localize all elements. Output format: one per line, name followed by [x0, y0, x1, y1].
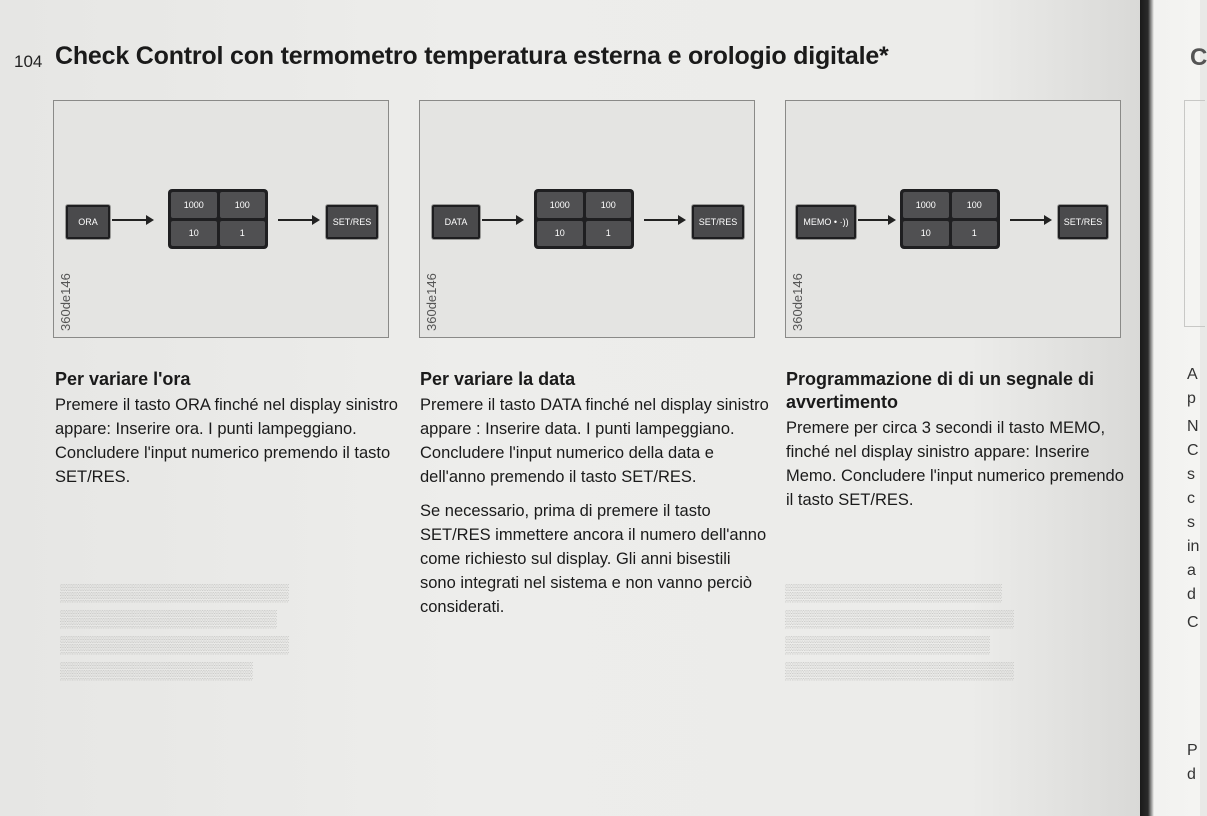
keypad-key-100: 100: [952, 192, 998, 218]
facing-letter: a: [1187, 562, 1196, 579]
ora-key: ORA: [66, 205, 110, 239]
section-ora: [55, 368, 405, 489]
arrow-icon: [644, 219, 684, 221]
section-heading: Per variare la data: [420, 369, 576, 389]
facing-letter: s: [1187, 466, 1195, 483]
section-paragraph: Premere il tasto DATA finché nel display sinistro appare : Inserire data. I punti lampeggiano. Concludere l'input numerico della data e dell'anno premendo il tasto SET/RES.: [420, 396, 769, 486]
section-heading: Per variare l'ora: [55, 369, 191, 389]
facing-letter: c: [1187, 490, 1195, 507]
facing-letter: P: [1187, 742, 1198, 759]
facing-page-edge: [1140, 0, 1207, 816]
figure-ora: [53, 100, 389, 338]
facing-letter: d: [1187, 586, 1196, 603]
section-memo: [786, 368, 1131, 512]
keypad-key-1: 1: [220, 221, 266, 247]
arrow-icon: [858, 219, 894, 221]
keypad-key-100: 100: [586, 192, 632, 218]
set-res-key: SET/RES: [692, 205, 744, 239]
figure-data: [419, 100, 755, 338]
keypad-key-1: 1: [952, 221, 998, 247]
facing-letter: p: [1187, 390, 1196, 407]
facing-letter: A: [1187, 366, 1198, 383]
numeric-keypad: [168, 189, 268, 249]
facing-letter: d: [1187, 766, 1196, 783]
facing-letter: s: [1187, 514, 1195, 531]
figure-code: 360de146: [790, 273, 805, 331]
set-res-key: SET/RES: [1058, 205, 1108, 239]
arrow-icon: [482, 219, 522, 221]
arrow-icon: [1010, 219, 1050, 221]
set-res-key: SET/RES: [326, 205, 378, 239]
section-paragraph: Se necessario, prima di premere il tasto SET/RES immettere ancora il numero dell'anno come richiesto sul display. Gli anni bisestili sono integrati nel sistema e non vanno perciò considerati.: [420, 502, 767, 616]
section-data: [420, 368, 770, 619]
facing-letter: C: [1187, 442, 1199, 459]
keypad-key-10: 10: [903, 221, 949, 247]
figure-code: 360de146: [424, 273, 439, 331]
keypad-key-1000: 1000: [537, 192, 583, 218]
arrow-icon: [112, 219, 152, 221]
arrow-icon: [278, 219, 318, 221]
figure-code: 360de146: [58, 273, 73, 331]
facing-title-letter: C: [1190, 44, 1207, 71]
data-key: DATA: [432, 205, 480, 239]
section-heading: Programmazione di di un segnale di avvertimento: [786, 369, 1095, 412]
keypad-key-10: 10: [171, 221, 217, 247]
section-paragraph: Premere per circa 3 secondi il tasto MEMO, finché nel display sinistro appare: Inserire Memo. Concludere l'input numerico premendo il tasto SET/RES.: [786, 419, 1124, 509]
bleed-through-text: ▒▒▒▒▒▒▒▒▒▒▒▒▒▒▒▒▒▒ ▒▒▒▒▒▒▒▒▒▒▒▒▒▒▒▒▒▒▒ ▒▒▒▒▒▒▒▒▒▒▒▒▒▒▒▒▒ ▒▒▒▒▒▒▒▒▒▒▒▒▒▒▒▒▒▒▒: [785, 583, 1014, 680]
numeric-keypad: [534, 189, 634, 249]
numeric-keypad: [900, 189, 1000, 249]
keypad-key-1000: 1000: [171, 192, 217, 218]
keypad-key-1000: 1000: [903, 192, 949, 218]
memo-key: MEMO • ·)): [796, 205, 856, 239]
figure-memo: [785, 100, 1121, 338]
facing-letter: in: [1187, 538, 1200, 555]
facing-letter: N: [1187, 418, 1199, 435]
facing-letter: C: [1187, 614, 1199, 631]
facing-figure-edge: [1184, 100, 1205, 327]
keypad-key-1: 1: [586, 221, 632, 247]
page-number: 104: [14, 52, 43, 71]
page-title: Check Control con termometro temperatura esterna e orologio digitale*: [55, 42, 889, 70]
keypad-key-10: 10: [537, 221, 583, 247]
bleed-through-text: ▒▒▒▒▒▒▒▒▒▒▒▒▒▒▒▒▒▒▒ ▒▒▒▒▒▒▒▒▒▒▒▒▒▒▒▒▒▒ ▒▒▒▒▒▒▒▒▒▒▒▒▒▒▒▒▒▒▒ ▒▒▒▒▒▒▒▒▒▒▒▒▒▒▒▒: [60, 583, 289, 680]
section-paragraph: Premere il tasto ORA finché nel display sinistro appare: Inserire ora. I punti lampeggiano. Concludere l'input numerico premendo il tasto SET/RES.: [55, 396, 398, 486]
keypad-key-100: 100: [220, 192, 266, 218]
